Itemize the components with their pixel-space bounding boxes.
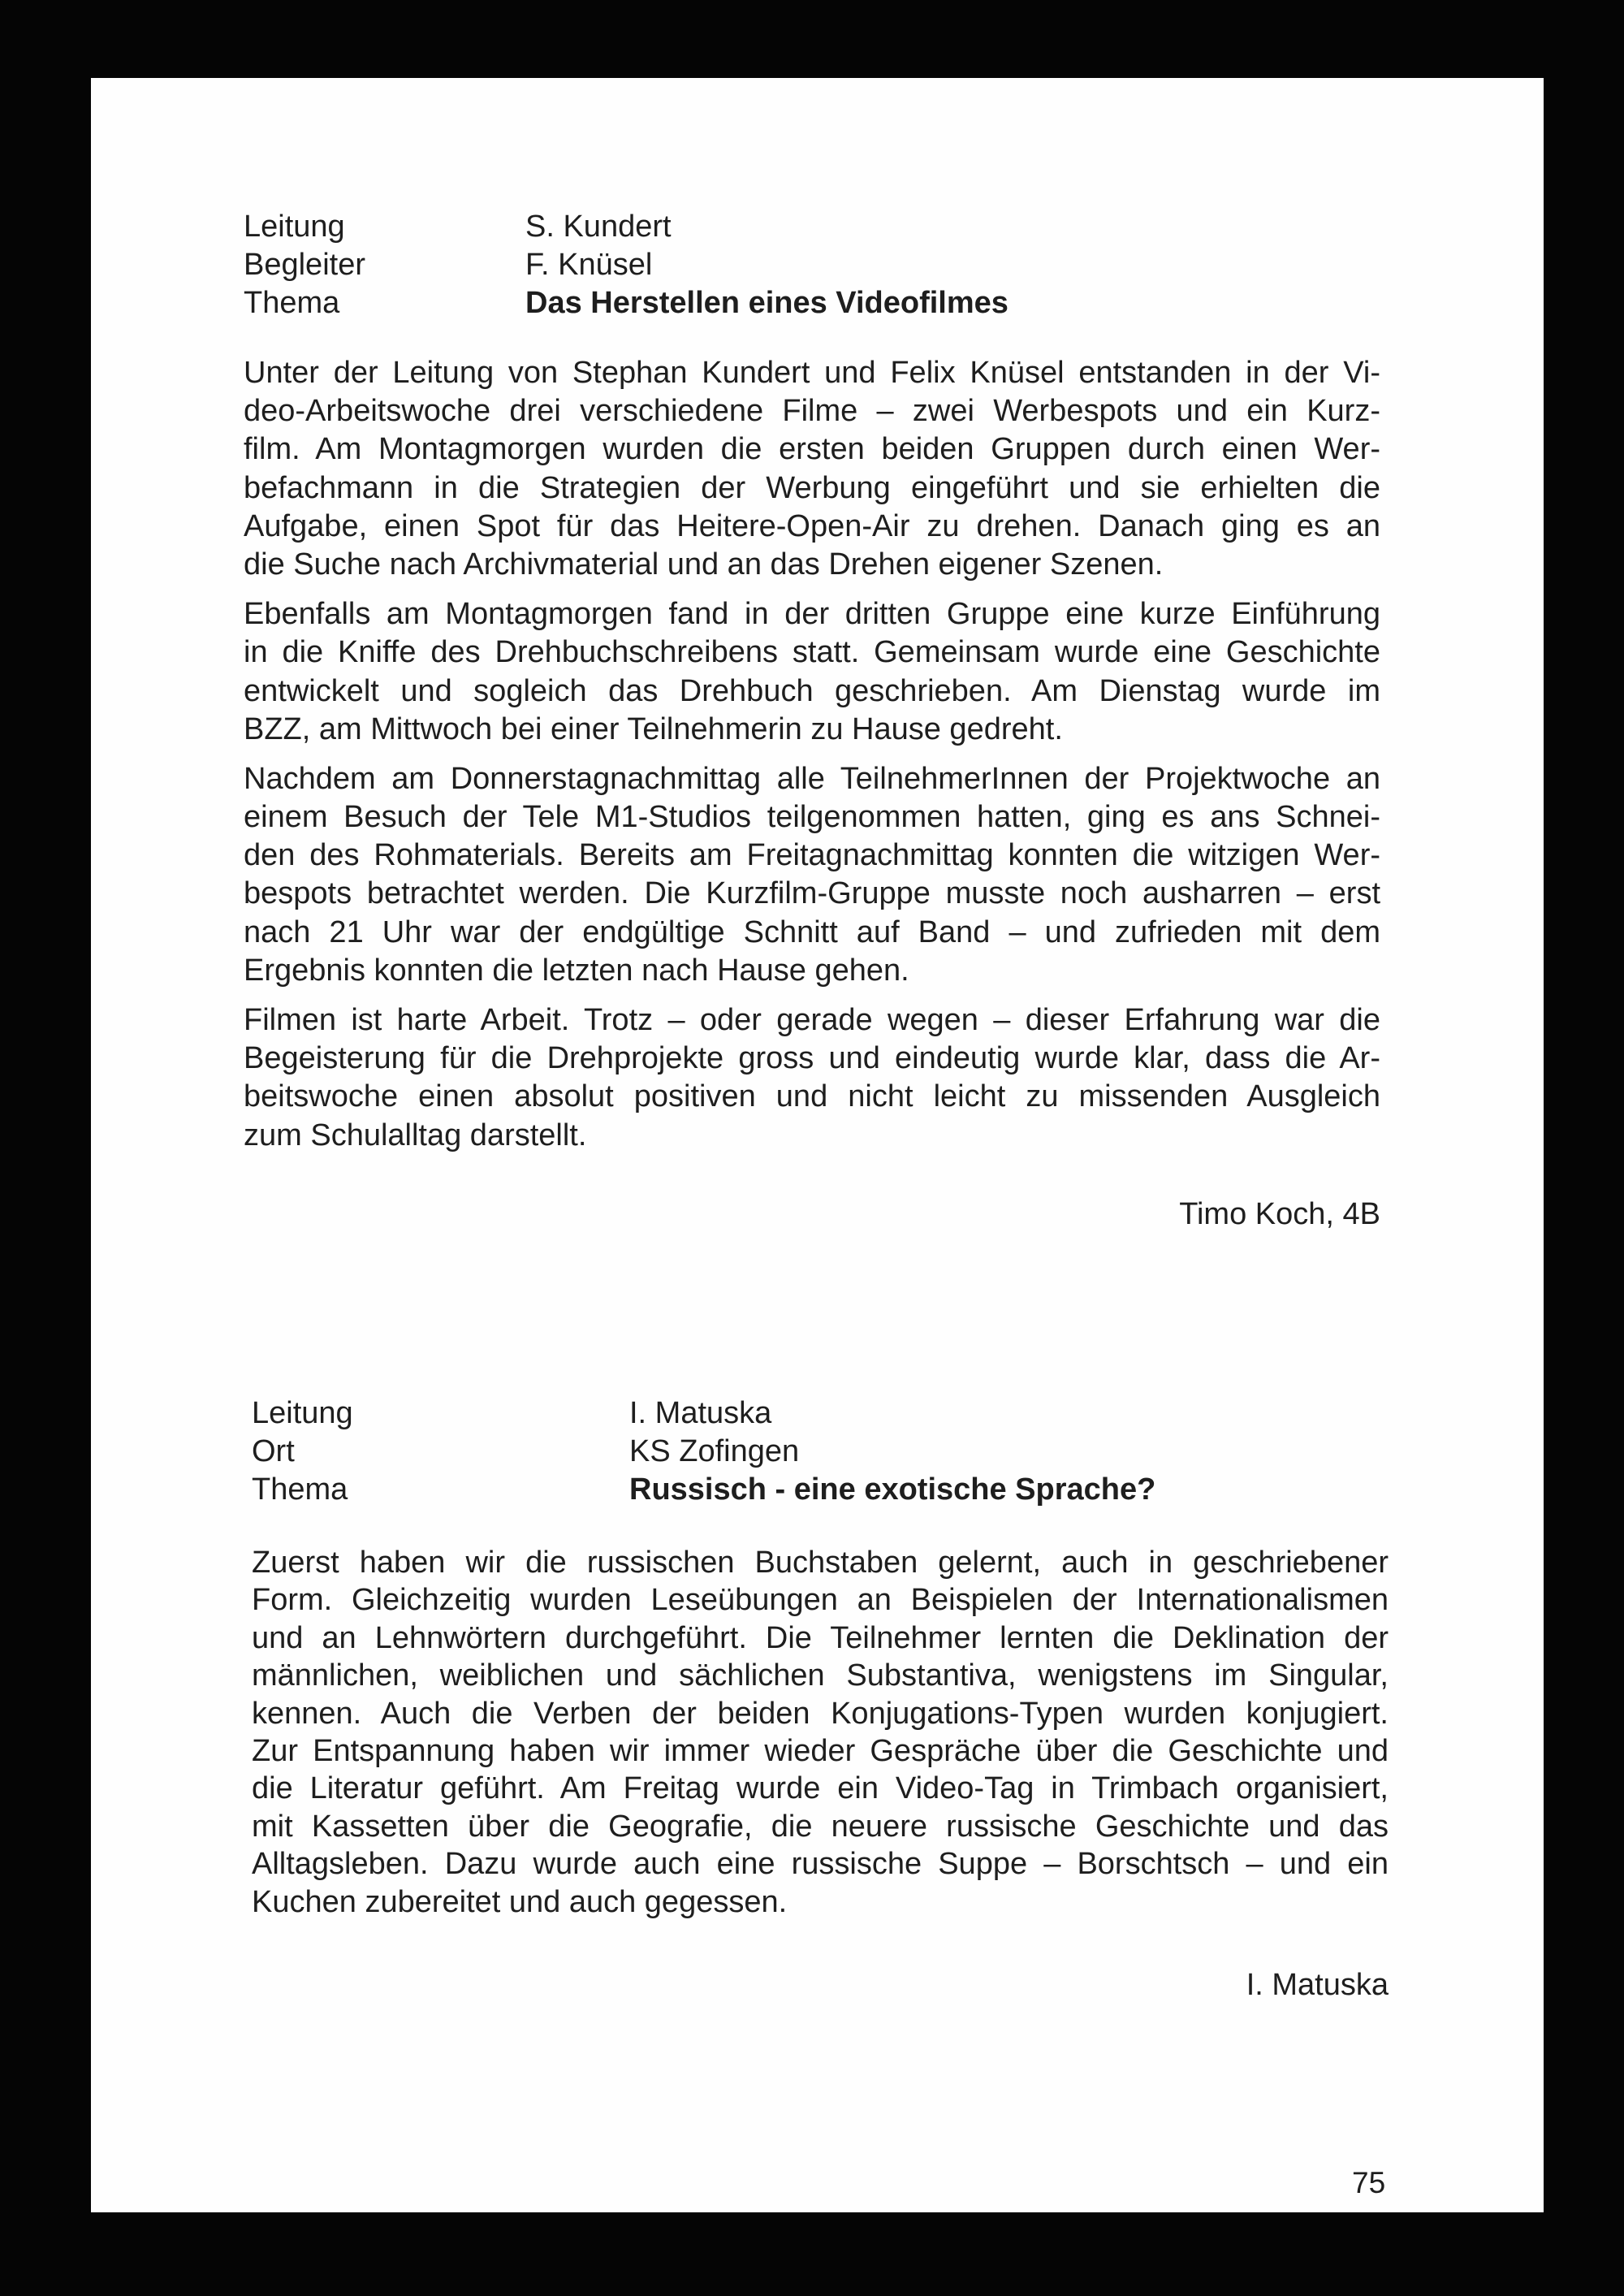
text-line: Aufgabe, einen Spot für das Heitere-Open-Air zu drehen. Danach ging es an bbox=[244, 508, 1380, 543]
paragraph bbox=[244, 354, 1380, 584]
text-line: den des Rohmaterials. Bereits am Freitagnachmittag konnten die witzigen Wer- bbox=[244, 838, 1380, 873]
text-line: film. Am Montagmorgen wurden die ersten beiden Gruppen durch einen Wer- bbox=[244, 432, 1380, 467]
paragraph bbox=[244, 1001, 1380, 1155]
text-line: Filmen ist harte Arbeit. Trotz – oder gerade wegen – dieser Erfahrung war die bbox=[244, 1003, 1380, 1037]
text-line: und an Lehnwörtern durchgeführt. Die Teilnehmer lernten die Deklination der bbox=[252, 1620, 1389, 1655]
meta-label: Leitung bbox=[252, 1396, 353, 1430]
paragraph bbox=[244, 595, 1380, 749]
meta-row-thema bbox=[244, 284, 1380, 322]
text-line: befachmann in die Strategien der Werbung eingeführt und sie erhielten die bbox=[244, 470, 1380, 505]
text-line: Ebenfalls am Montagmorgen fand in der dritten Gruppe eine kurze Einführung bbox=[244, 597, 1380, 632]
text-line: Alltagsleben. Dazu wurde auch eine russische Suppe – Borschtsch – und ein bbox=[252, 1847, 1389, 1882]
text-line: Kuchen zubereitet und auch gegessen. bbox=[252, 1884, 788, 1919]
article-russian-workshop bbox=[252, 1394, 1389, 2004]
paragraph bbox=[244, 760, 1380, 990]
meta-value: I. Matuska bbox=[629, 1396, 772, 1430]
text-line: bespots betrachtet werden. Die Kurzfilm-Gruppe musste noch ausharren – erst bbox=[244, 876, 1380, 911]
text-line: Unter der Leitung von Stephan Kundert und Felix Knüsel entstanden in der Vi- bbox=[244, 356, 1380, 390]
text-line: Zuerst haben wir die russischen Buchstaben gelernt, auch in geschriebener bbox=[252, 1546, 1389, 1580]
meta-label: Leitung bbox=[244, 210, 345, 244]
text-line: Ergebnis konnten die letzten nach Hause gehen. bbox=[244, 953, 909, 988]
meta-label: Ort bbox=[252, 1434, 295, 1468]
text-line: deo-Arbeitswoche drei verschiedene Filme – zwei Werbespots und ein Kurz- bbox=[244, 394, 1380, 429]
meta-value: F. Knüsel bbox=[525, 248, 653, 282]
text-line: männlichen, weiblichen und sächlichen Substantiva, wenigstens im Singular, bbox=[252, 1658, 1389, 1693]
meta-value: KS Zofingen bbox=[629, 1434, 800, 1468]
meta-label: Begleiter bbox=[244, 248, 365, 282]
text-line: einem Besuch der Tele M1-Studios teilgenommen hatten, ging es ans Schnei- bbox=[244, 800, 1380, 835]
text-line: entwickelt und sogleich das Drehbuch geschrieben. Am Dienstag wurde im bbox=[244, 673, 1380, 708]
author-signature: I. Matuska bbox=[1246, 1967, 1389, 2002]
meta-label: Thema bbox=[244, 286, 340, 320]
text-line: beitswoche einen absolut positiven und nicht leicht zu missenden Ausgleich bbox=[244, 1079, 1380, 1114]
meta-row-begleiter bbox=[244, 246, 1380, 284]
article-title: Russisch - eine exotische Sprache? bbox=[629, 1472, 1156, 1507]
meta-value: S. Kundert bbox=[525, 210, 672, 244]
text-line: BZZ, am Mittwoch bei einer Teilnehmerin zu Hause gedreht. bbox=[244, 711, 1063, 746]
meta-row-leitung bbox=[244, 208, 1380, 246]
article-video-workshop bbox=[244, 208, 1380, 1234]
author-signature: Timo Koch, 4B bbox=[1179, 1196, 1380, 1231]
meta-row-thema bbox=[252, 1471, 1389, 1509]
text-line: zum Schulalltag darstellt. bbox=[244, 1118, 587, 1152]
text-line: Nachdem am Donnerstagnachmittag alle TeilnehmerInnen der Projektwoche an bbox=[244, 761, 1380, 796]
article-meta bbox=[244, 208, 1380, 322]
article-title: Das Herstellen eines Videofilmes bbox=[525, 286, 1009, 320]
text-line: die Suche nach Archivmaterial und an das Drehen eigener Szenen. bbox=[244, 547, 1164, 582]
article-body bbox=[244, 354, 1380, 1155]
meta-label: Thema bbox=[252, 1472, 348, 1507]
document-page bbox=[91, 78, 1544, 2212]
text-line: nach 21 Uhr war der endgültige Schnitt auf Band – und zufrieden mit dem bbox=[244, 915, 1380, 949]
text-line: Form. Gleichzeitig wurden Leseübungen an Beispielen der Internationalismen bbox=[252, 1583, 1389, 1618]
page-number: 75 bbox=[1352, 2166, 1386, 2199]
paragraph bbox=[252, 1544, 1389, 1921]
article-body bbox=[252, 1544, 1389, 1921]
text-line: Begeisterung für die Drehprojekte gross und eindeutig wurde klar, dass die Ar- bbox=[244, 1041, 1380, 1076]
text-line: die Literatur geführt. Am Freitag wurde ein Video-Tag in Trimbach organisiert, bbox=[252, 1771, 1389, 1806]
meta-row-ort bbox=[252, 1433, 1389, 1471]
text-line: Zur Entspannung haben wir immer wieder Gespräche über die Geschichte und bbox=[252, 1733, 1389, 1768]
article-meta bbox=[252, 1394, 1389, 1509]
text-line: in die Kniffe des Drehbuchschreibens statt. Gemeinsam wurde eine Geschichte bbox=[244, 635, 1380, 670]
text-line: kennen. Auch die Verben der beiden Konjugations-Typen wurden konjugiert. bbox=[252, 1696, 1389, 1731]
meta-row-leitung bbox=[252, 1394, 1389, 1433]
text-line: mit Kassetten über die Geografie, die neuere russische Geschichte und das bbox=[252, 1809, 1389, 1844]
